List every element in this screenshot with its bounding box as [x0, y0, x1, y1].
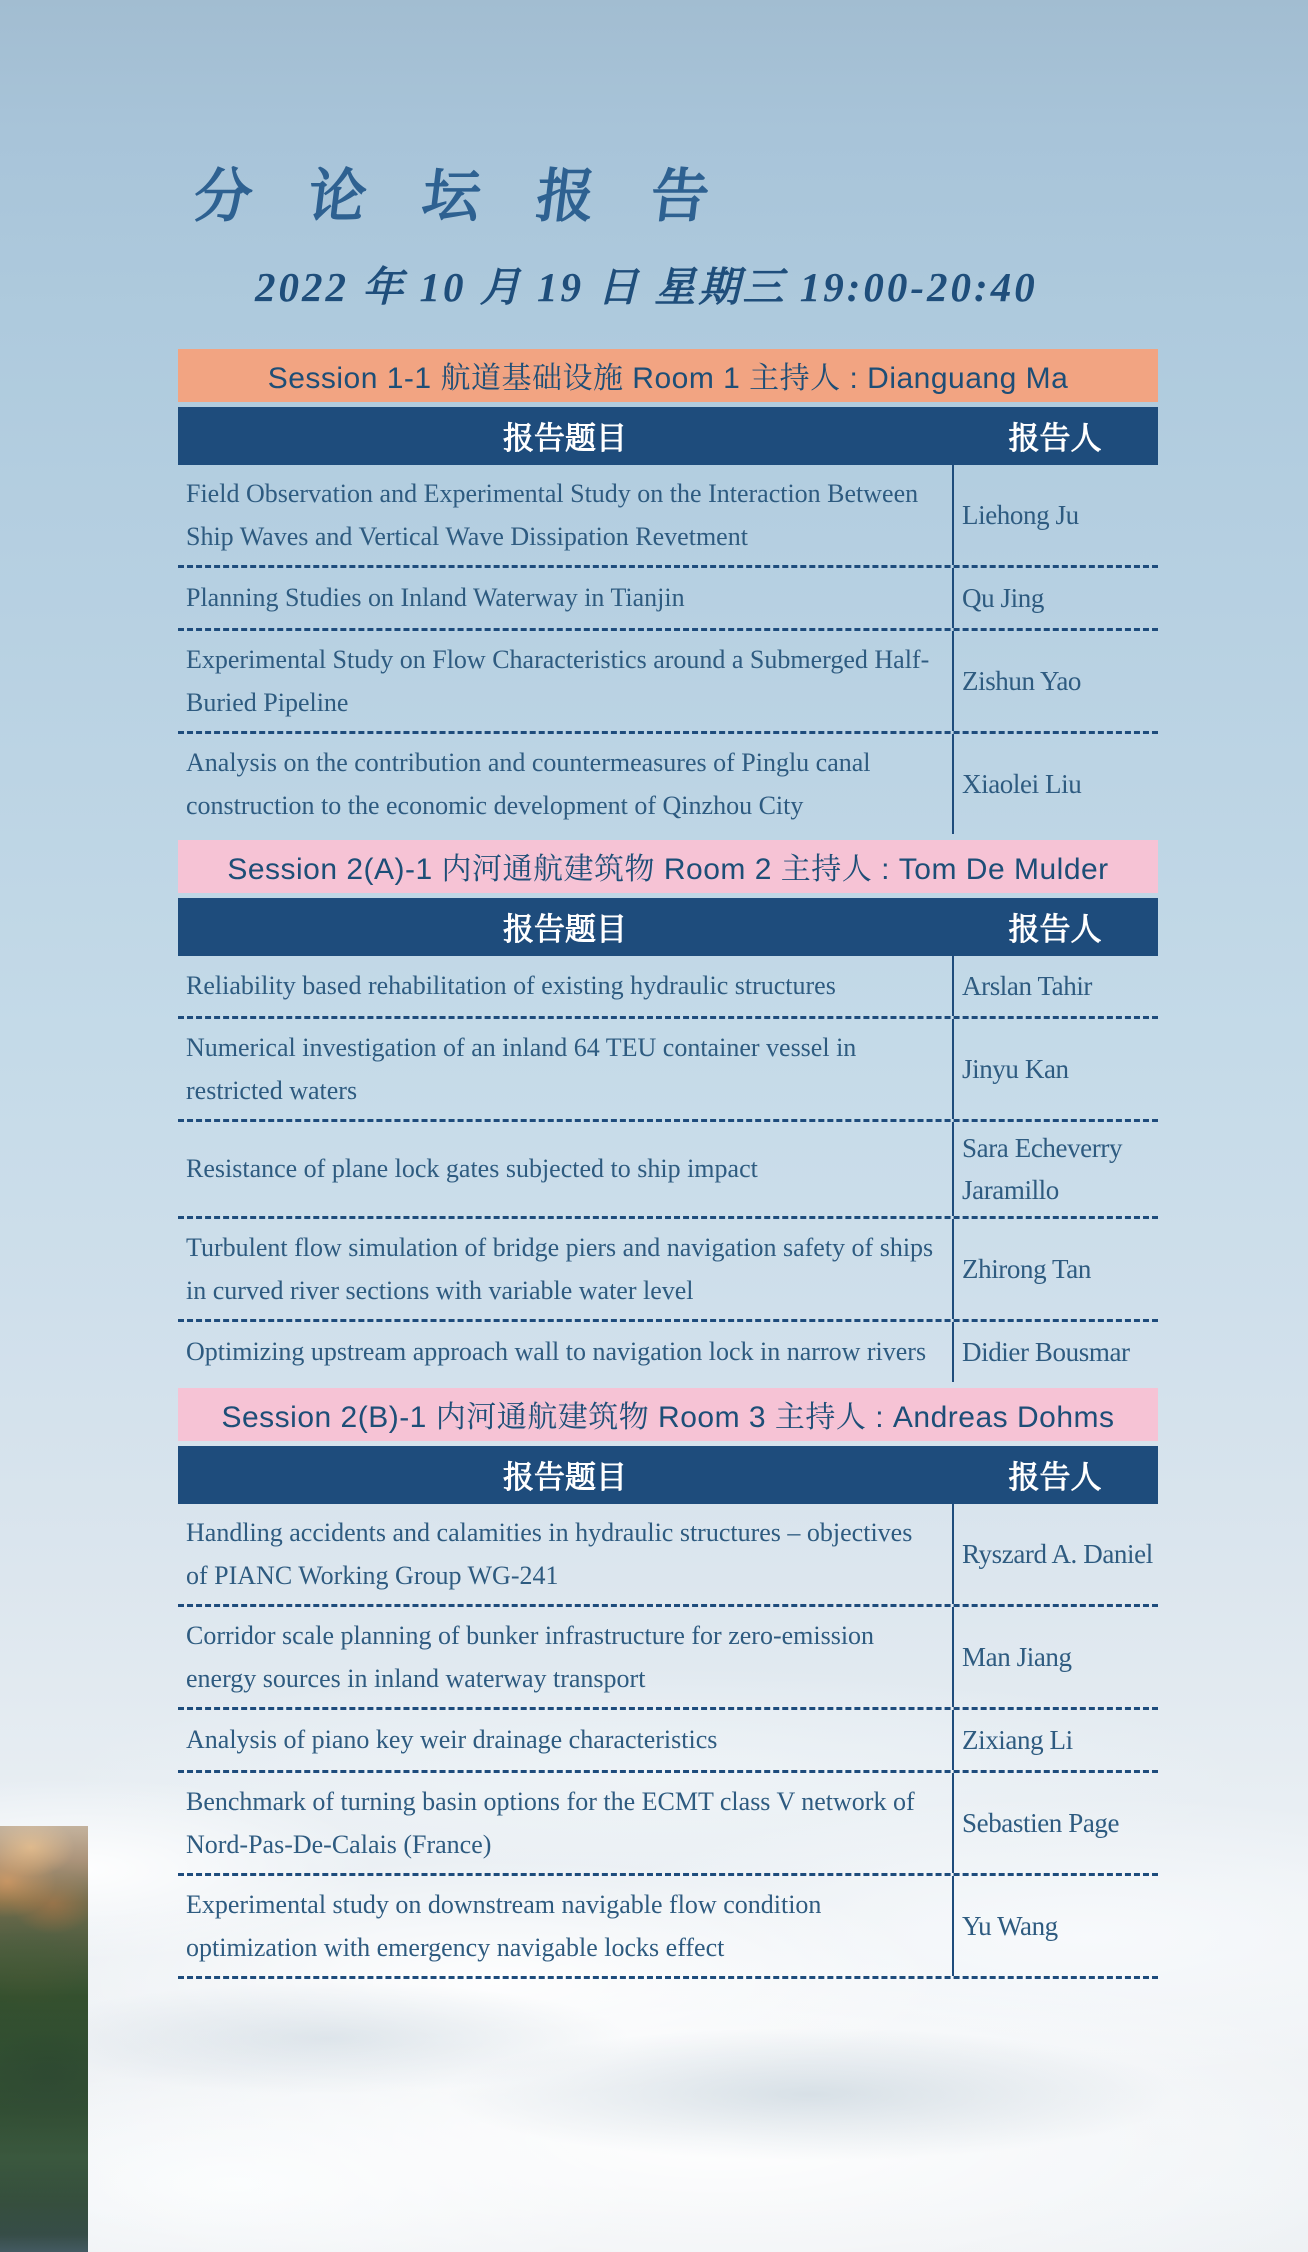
paper-title: Numerical investigation of an inland 64 TEU container vessel in restricted waters	[186, 1032, 857, 1105]
presenter-cell	[952, 956, 1158, 1016]
paper-title-cell	[178, 1219, 952, 1319]
presenter-name: Man Jiang	[962, 1641, 1072, 1672]
paper-title-cell	[178, 1607, 952, 1707]
paper-title: Reliability based rehabilitation of existing hydraulic structures	[186, 971, 836, 1001]
table-row	[178, 1219, 1158, 1322]
presenter-cell	[952, 1710, 1158, 1770]
paper-title: Planning Studies on Inland Waterway in Tianjin	[186, 583, 685, 613]
paper-title-cell	[178, 1773, 952, 1873]
presenter-name: Didier Bousmar	[962, 1336, 1130, 1367]
table-row	[178, 465, 1158, 568]
paper-title: Benchmark of turning basin options for the ECMT class V network of Nord-Pas-De-Calais (France)	[186, 1786, 915, 1859]
session-header-band	[178, 840, 1158, 893]
session-title: Session 2(A)-1 内河通航建筑物 Room 2 主持人 : Tom De Mulder	[227, 853, 1109, 887]
presenter-cell	[952, 1019, 1158, 1119]
column-header-presenter: 报告人	[1008, 912, 1102, 948]
paper-title-cell	[178, 631, 952, 731]
table-row	[178, 1876, 1158, 1979]
column-header-title: 报告题目	[503, 1460, 627, 1496]
session-block	[178, 349, 1158, 834]
presenter-cell	[952, 1504, 1158, 1604]
paper-title: Analysis of piano key weir drainage characteristics	[186, 1725, 718, 1755]
presenter-name: Sebastien Page	[962, 1807, 1120, 1838]
presenter-name: Sara Echeverry Jaramillo	[962, 1132, 1123, 1205]
table-row	[178, 1607, 1158, 1710]
presenter-cell	[952, 734, 1158, 834]
presenter-cell	[952, 1219, 1158, 1319]
paper-title-cell	[178, 1710, 952, 1770]
table-row	[178, 1773, 1158, 1876]
column-header-presenter: 报告人	[1008, 1460, 1102, 1496]
page-title: 分 论 坛 报 告	[190, 164, 733, 229]
presenter-name: Arslan Tahir	[962, 970, 1093, 1001]
presenter-cell	[952, 465, 1158, 565]
paper-title-cell	[178, 1504, 952, 1604]
paper-title-cell	[178, 1122, 952, 1216]
paper-title-cell	[178, 465, 952, 565]
presenter-cell	[952, 1322, 1158, 1382]
table-row	[178, 1710, 1158, 1773]
paper-title: Experimental study on downstream navigable flow condition optimization with emergency navigable locks effect	[186, 1889, 822, 1962]
session-block	[178, 840, 1158, 1382]
table-row	[178, 568, 1158, 631]
table-rows	[178, 465, 1158, 834]
paper-title: Field Observation and Experimental Study on the Interaction Between Ship Waves and Vertical Wave Dissipation Revetment	[186, 478, 919, 551]
table-column-header	[178, 1446, 1158, 1504]
session-title: Session 1-1 航道基础设施 Room 1 主持人 : Dianguang Ma	[267, 362, 1069, 396]
presenter-cell	[952, 1876, 1158, 1976]
table-rows	[178, 1504, 1158, 1979]
presenter-cell	[952, 1122, 1158, 1216]
presenter-name: Qu Jing	[962, 582, 1044, 613]
column-header-title: 报告题目	[503, 912, 627, 948]
table-row	[178, 631, 1158, 734]
presenter-name: Ryszard A. Daniel	[962, 1538, 1153, 1569]
column-header-presenter: 报告人	[1008, 421, 1102, 457]
session-title: Session 2(B)-1 内河通航建筑物 Room 3 主持人 : Andreas Dohms	[221, 1401, 1115, 1435]
table-row	[178, 734, 1158, 834]
presenter-name: Zishun Yao	[962, 665, 1082, 696]
presenter-cell	[952, 1607, 1158, 1707]
paper-title-cell	[178, 956, 952, 1016]
paper-title: Resistance of plane lock gates subjected to ship impact	[186, 1154, 758, 1184]
paper-title: Experimental Study on Flow Characteristics around a Submerged Half-Buried Pipeline	[186, 644, 930, 717]
session-header-band	[178, 349, 1158, 402]
session-header-band	[178, 1388, 1158, 1441]
presenter-name: Zhirong Tan	[962, 1253, 1091, 1284]
landscape-photo	[0, 1826, 88, 2252]
table-column-header	[178, 407, 1158, 465]
paper-title-cell	[178, 1019, 952, 1119]
paper-title: Analysis on the contribution and countermeasures of Pinglu canal construction to the economic development of Qinzhou City	[186, 747, 871, 820]
presenter-name: Zixiang Li	[962, 1724, 1073, 1755]
presenter-cell	[952, 631, 1158, 731]
table-column-header	[178, 898, 1158, 956]
presenter-cell	[952, 1773, 1158, 1873]
presenter-name: Jinyu Kan	[962, 1053, 1069, 1084]
presenter-name: Liehong Ju	[962, 499, 1079, 530]
date-line: 2022 年 10 月 19 日 星期三 19:00-20:40	[255, 263, 1038, 310]
table-row	[178, 1504, 1158, 1607]
column-header-title: 报告题目	[503, 421, 627, 457]
paper-title: Corridor scale planning of bunker infrastructure for zero-emission energy sources in inland waterway transport	[186, 1620, 875, 1693]
sessions	[178, 349, 1158, 1979]
paper-title-cell	[178, 1876, 952, 1976]
page-content	[178, 0, 1158, 1979]
table-row	[178, 1122, 1158, 1219]
table-row	[178, 956, 1158, 1019]
session-block	[178, 1388, 1158, 1979]
table-row	[178, 1322, 1158, 1382]
session-table	[178, 407, 1158, 834]
presenter-name: Xiaolei Liu	[962, 768, 1082, 799]
table-row	[178, 1019, 1158, 1122]
paper-title: Handling accidents and calamities in hydraulic structures – objectives of PIANC Working Group WG-241	[186, 1517, 913, 1590]
session-table	[178, 1446, 1158, 1979]
paper-title-cell	[178, 734, 952, 834]
presenter-cell	[952, 568, 1158, 628]
session-table	[178, 898, 1158, 1382]
table-rows	[178, 956, 1158, 1382]
paper-title: Turbulent flow simulation of bridge piers and navigation safety of ships in curved river sections with variable water level	[186, 1232, 934, 1305]
presenter-name: Yu Wang	[962, 1910, 1058, 1941]
paper-title-cell	[178, 568, 952, 628]
paper-title: Optimizing upstream approach wall to navigation lock in narrow rivers	[186, 1337, 927, 1367]
paper-title-cell	[178, 1322, 952, 1382]
